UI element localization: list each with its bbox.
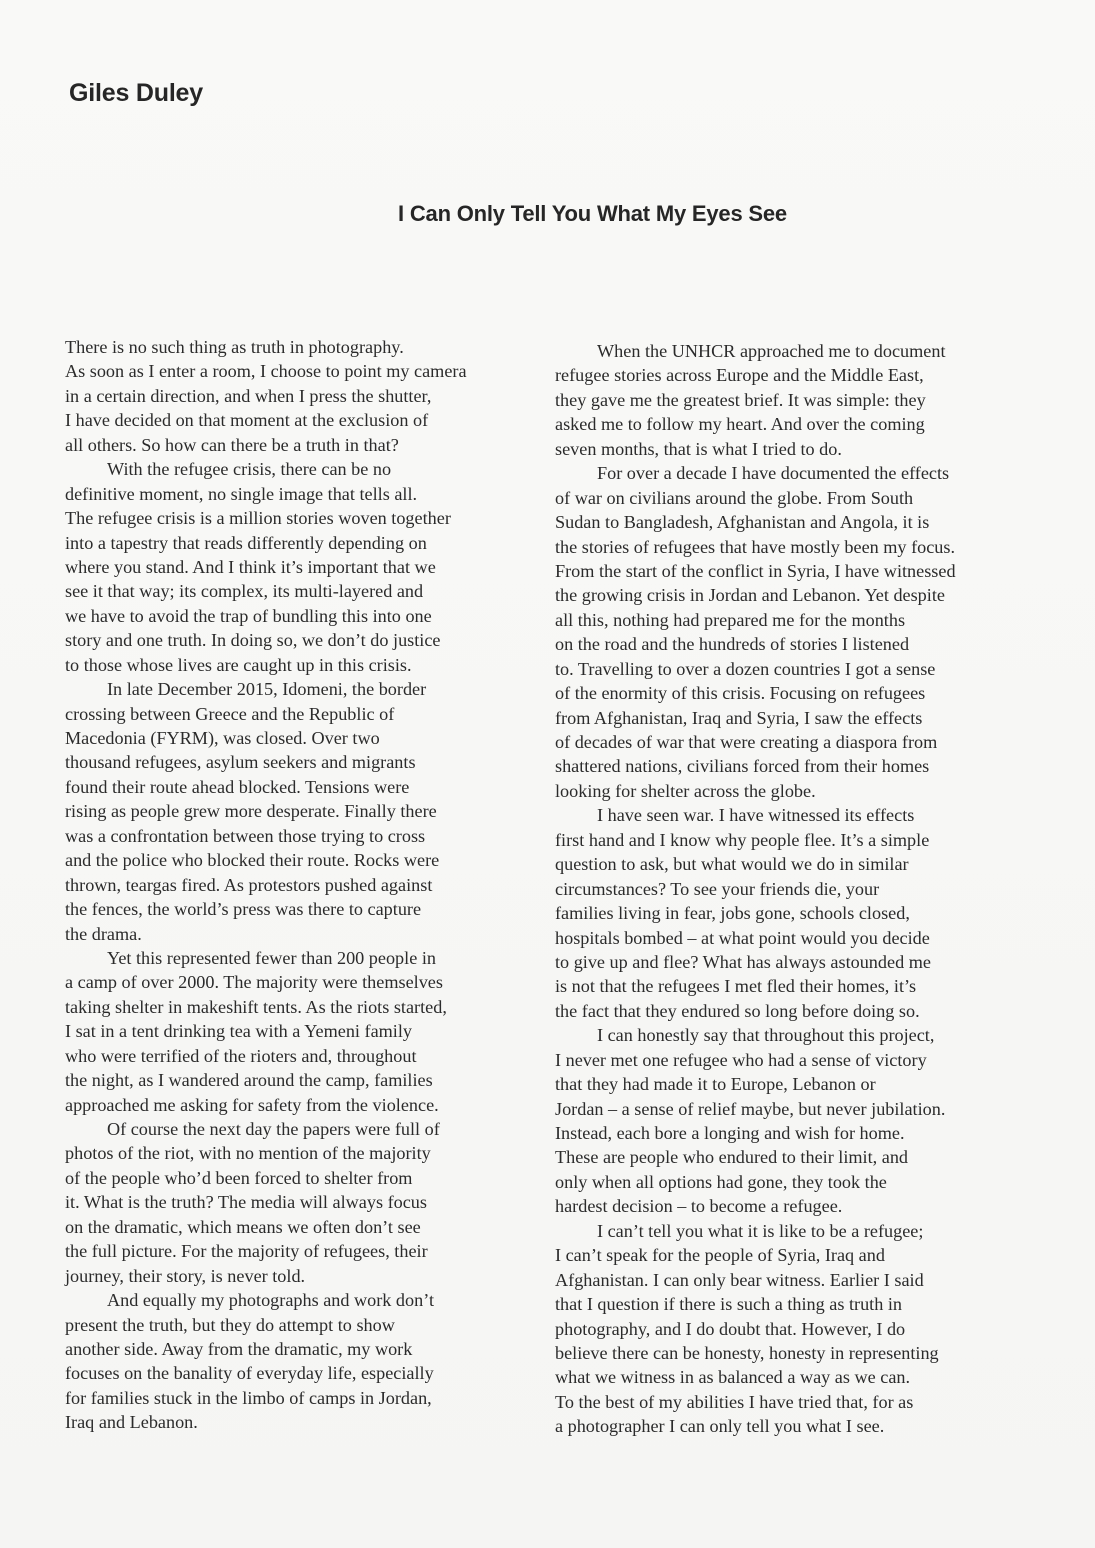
text-column-right	[555, 339, 1025, 1439]
text-line: the night, as I wandered around the camp, families	[65, 1070, 433, 1091]
text-line: who were terrified of the rioters and, throughout	[65, 1045, 417, 1066]
text-line: Macedonia (FYRM), was closed. Over two	[65, 728, 380, 748]
text-line: present the truth, but they do attempt to show	[65, 1314, 395, 1335]
text-line: it. What is the truth? The media will always focus	[65, 1192, 427, 1213]
text-line: where you stand. And I think it’s important that we	[65, 556, 436, 577]
text-line: shattered nations, civilians forced from their homes	[555, 756, 930, 777]
text-line: the fact that they endured so long before doing so.	[555, 1000, 920, 1021]
paragraph-first-line: And equally my photographs and work don’t	[107, 1290, 434, 1311]
text-line: found their route ahead blocked. Tensions were	[65, 776, 410, 797]
text-line: they gave me the greatest brief. It was simple: they	[555, 389, 926, 410]
text-line: To the best of my abilities I have tried that, for as	[555, 1391, 914, 1412]
text-line: that I question if there is such a thing as truth in	[555, 1294, 903, 1315]
text-line: we have to avoid the trap of bundling this into one	[65, 605, 432, 626]
paragraph-first-line: I can honestly say that throughout this project,	[597, 1025, 935, 1046]
text-line: rising as people grew more desperate. Finally there	[65, 801, 437, 822]
text-line: As soon as I enter a room, I choose to point my camera	[65, 361, 467, 382]
text-line: and the police who blocked their route. Rocks were	[65, 850, 440, 871]
text-line: of decades of war that were creating a diaspora from	[555, 732, 938, 752]
text-line: asked me to follow my heart. And over the coming	[555, 414, 925, 435]
text-line: a camp of over 2000. The majority were themselves	[65, 972, 443, 993]
text-line: Instead, each bore a longing and wish for home.	[555, 1123, 905, 1143]
text-line: only when all options had gone, they took the	[555, 1171, 887, 1192]
text-line: a photographer I can only tell you what I see.	[555, 1416, 885, 1437]
text-column-left	[65, 335, 535, 1435]
text-line: I can’t speak for the people of Syria, Iraq and	[555, 1245, 885, 1266]
text-line: photography, and I do doubt that. However, I do	[555, 1318, 906, 1339]
text-line: the drama.	[65, 923, 142, 944]
essay-title: I Can Only Tell You What My Eyes See	[398, 201, 787, 226]
text-line: Iraq and Lebanon.	[65, 1412, 198, 1433]
text-line: for families stuck in the limbo of camps in Jordan,	[65, 1387, 432, 1408]
text-line: Sudan to Bangladesh, Afghanistan and Angola, it is	[555, 512, 930, 533]
paragraph-first-line: In late December 2015, Idomeni, the border	[107, 679, 427, 700]
text-line: of war on civilians around the globe. From South	[555, 487, 914, 508]
text-line: was a confrontation between those trying to cross	[65, 825, 426, 846]
text-line: what we witness in as balanced a way as we can.	[555, 1367, 911, 1388]
text-line: These are people who endured to their limit, and	[555, 1147, 909, 1168]
text-line: all this, nothing had prepared me for the months	[555, 609, 906, 630]
text-line: I have decided on that moment at the exclusion of	[65, 410, 429, 431]
text-line: taking shelter in makeshift tents. As the riots started,	[65, 996, 447, 1017]
text-line: the full picture. For the majority of refugees, their	[65, 1241, 428, 1262]
text-line: to those whose lives are caught up in this crisis.	[65, 654, 412, 675]
text-line: refugee stories across Europe and the Middle East,	[555, 365, 924, 386]
text-line: to. Travelling to over a dozen countries I got a sense	[555, 658, 936, 679]
text-line: approached me asking for safety from the violence.	[65, 1094, 439, 1115]
text-line: into a tapestry that reads differently depending on	[65, 532, 427, 553]
text-line: thousand refugees, asylum seekers and migrants	[65, 752, 416, 773]
text-line: first hand and I know why people flee. It’s a simple	[555, 829, 930, 850]
text-line: all others. So how can there be a truth in that?	[65, 434, 399, 455]
text-line: on the dramatic, which means we often don’t see	[65, 1216, 421, 1237]
text-line: families living in fear, jobs gone, schools closed,	[555, 903, 910, 924]
text-line: Jordan – a sense of relief maybe, but never jubilation.	[555, 1098, 946, 1119]
text-line: From the start of the conflict in Syria, I have witnessed	[555, 560, 956, 581]
text-line: story and one truth. In doing so, we don’t do justice	[65, 630, 441, 651]
text-line: the stories of refugees that have mostly been my focus.	[555, 536, 956, 557]
text-line: is not that the refugees I met fled their homes, it’s	[555, 976, 917, 997]
paragraph-first-line: Of course the next day the papers were full of	[107, 1119, 440, 1139]
text-line: I sat in a tent drinking tea with a Yemeni family	[65, 1021, 413, 1042]
text-line: in a certain direction, and when I press the shutter,	[65, 385, 432, 406]
text-line: question to ask, but what would we do in similar	[555, 854, 909, 875]
text-line: of the people who’d been forced to shelter from	[65, 1167, 413, 1188]
text-line: I never met one refugee who had a sense of victory	[555, 1049, 927, 1070]
text-line: looking for shelter across the globe.	[555, 780, 816, 801]
paragraph-first-line: When the UNHCR approached me to document	[597, 341, 946, 361]
text-line: that they had made it to Europe, Lebanon or	[555, 1074, 876, 1095]
text-line: photos of the riot, with no mention of the majority	[65, 1143, 431, 1164]
text-line: of the enormity of this crisis. Focusing on refugees	[555, 683, 926, 704]
text-line: hardest decision – to become a refugee.	[555, 1196, 843, 1217]
text-line: Afghanistan. I can only bear witness. Earlier I said	[555, 1269, 924, 1290]
paragraph-first-line: I have seen war. I have witnessed its effects	[597, 805, 915, 826]
text-line: circumstances? To see your friends die, your	[555, 878, 880, 899]
text-line: hospitals bombed – at what point would you decide	[555, 927, 930, 948]
text-line: journey, their story, is never told.	[65, 1265, 306, 1286]
text-line: to give up and flee? What has always astounded me	[555, 951, 931, 972]
text-line: The refugee crisis is a million stories woven together	[65, 508, 451, 529]
text-line: thrown, teargas fired. As protestors pushed against	[65, 874, 433, 895]
text-line: the growing crisis in Jordan and Lebanon. Yet despite	[555, 585, 945, 606]
paragraph-first-line: With the refugee crisis, there can be no	[107, 459, 392, 480]
text-line: definitive moment, no single image that tells all.	[65, 483, 418, 504]
text-line: another side. Away from the dramatic, my work	[65, 1338, 413, 1359]
text-line: on the road and the hundreds of stories I listened	[555, 634, 910, 655]
text-line: from Afghanistan, Iraq and Syria, I saw the effects	[555, 707, 923, 728]
paragraph-first-line: Yet this represented fewer than 200 people in	[107, 947, 436, 968]
text-line: seven months, that is what I tried to do.	[555, 438, 842, 459]
paragraph-first-line: For over a decade I have documented the effects	[597, 463, 950, 484]
text-line: see it that way; its complex, its multi-layered and	[65, 581, 424, 602]
author-name: Giles Duley	[69, 79, 203, 107]
text-line: There is no such thing as truth in photography.	[65, 337, 404, 357]
text-line: crossing between Greece and the Republic of	[65, 703, 395, 724]
text-line: focuses on the banality of everyday life, especially	[65, 1363, 434, 1384]
text-line: the fences, the world’s press was there to capture	[65, 899, 422, 920]
text-line: believe there can be honesty, honesty in representing	[555, 1342, 939, 1363]
paragraph-first-line: I can’t tell you what it is like to be a refugee;	[597, 1220, 924, 1241]
